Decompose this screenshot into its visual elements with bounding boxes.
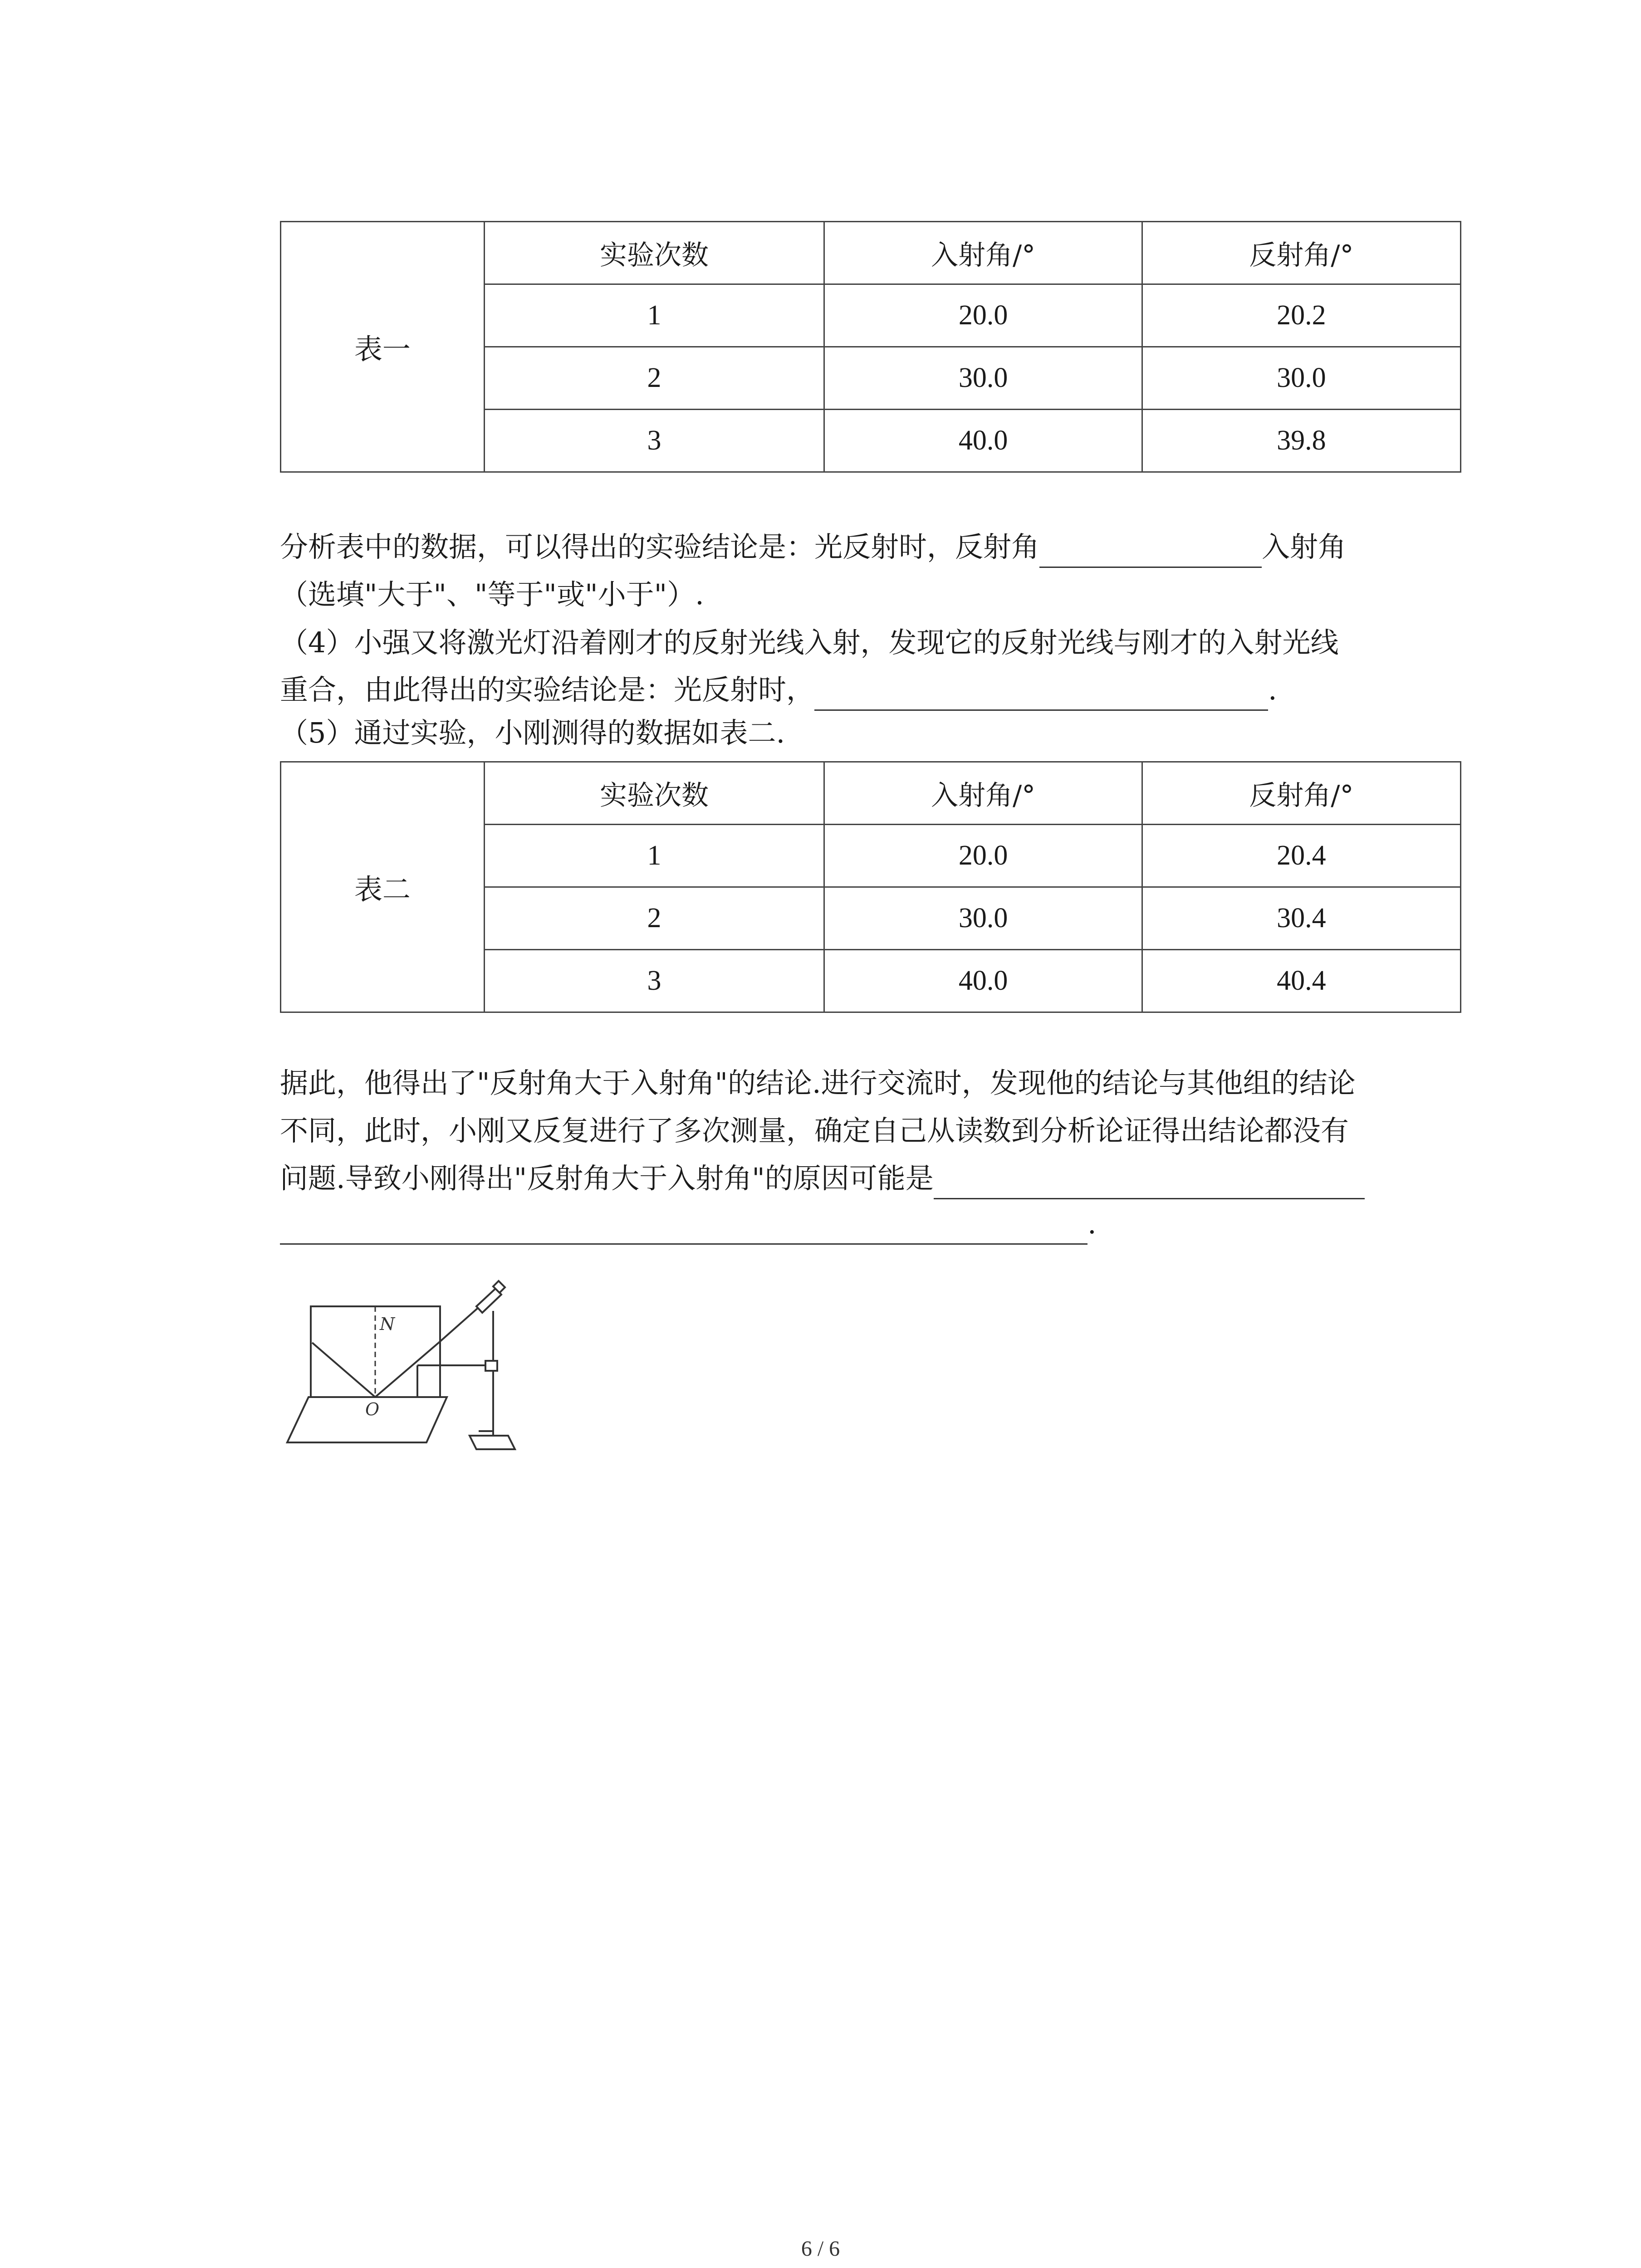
table-row: [281, 222, 1461, 284]
answer-blank[interactable]: [1039, 535, 1262, 568]
table-cell: 30.0: [824, 887, 1142, 950]
table-cell: 2: [484, 887, 824, 950]
question4-text-after: .: [1268, 673, 1277, 706]
answer-blank[interactable]: [280, 1212, 1087, 1245]
normal-label: N: [380, 1314, 395, 1334]
table-cell: 2: [484, 347, 824, 410]
answer-blank[interactable]: [814, 678, 1268, 711]
question3-text: 分析表中的数据，可以得出的实验结论是：光反射时，反射角: [280, 530, 1040, 563]
question3-line2: （选填"大于"、"等于"或"小于"）.: [280, 578, 704, 611]
column-header-incidence-angle: 入射角/°: [824, 762, 1142, 825]
column-header-reflection-angle: 反射角/°: [1142, 222, 1460, 284]
table-cell: 1: [484, 284, 824, 347]
page-number: 6 / 6: [801, 2237, 840, 2261]
table-cell: 20.0: [824, 825, 1142, 887]
stand-base: [470, 1436, 515, 1449]
table-cell: 1: [484, 825, 824, 887]
table-cell: 30.0: [824, 347, 1142, 410]
table-row: [281, 762, 1461, 825]
question5-intro: （5）通过实验，小刚测得的数据如表二.: [280, 716, 785, 749]
incidence-point-label: O: [365, 1399, 380, 1419]
table-cell: 3: [484, 950, 824, 1012]
table-one-label: 表一: [281, 222, 485, 472]
table-cell: 40.4: [1142, 950, 1460, 1012]
conclusion-text: 问题.导致小刚得出"反射角大于入射角"的原因可能是: [280, 1162, 934, 1195]
column-header-trial: 实验次数: [484, 762, 824, 825]
answer-blank[interactable]: [934, 1166, 1365, 1199]
table-cell: 30.0: [1142, 347, 1460, 410]
table-cell: 3: [484, 410, 824, 472]
question3-text-after: 入射角: [1262, 530, 1347, 563]
reflection-experiment-diagram: [279, 1261, 533, 1452]
conclusion-line4: [280, 1203, 1097, 1245]
conclusion-line3: [280, 1158, 1365, 1199]
table-cell: 20.4: [1142, 825, 1460, 887]
question4-line1: （4）小强又将激光灯沿着刚才的反射光线入射，发现它的反射光线与刚才的入射光线: [280, 626, 1339, 659]
question4-line2: [280, 669, 1277, 711]
table-cell: 30.4: [1142, 887, 1460, 950]
laser-beam: [439, 1304, 482, 1343]
table-two-label: 表二: [281, 762, 485, 1012]
table-cell: 40.0: [824, 950, 1142, 1012]
table-cell: 40.0: [824, 410, 1142, 472]
table-cell: 20.0: [824, 284, 1142, 347]
column-header-reflection-angle: 反射角/°: [1142, 762, 1460, 825]
conclusion-period: .: [1087, 1207, 1097, 1240]
table-two: [280, 761, 1461, 1013]
table-cell: 20.2: [1142, 284, 1460, 347]
column-header-incidence-angle: 入射角/°: [824, 222, 1142, 284]
question4-text: 重合，由此得出的实验结论是：光反射时，: [280, 673, 815, 706]
conclusion-line1: 据此，他得出了"反射角大于入射角"的结论.进行交流时，发现他的结论与其他组的结论: [280, 1066, 1356, 1100]
stand-clamp: [485, 1361, 497, 1371]
table-cell: 39.8: [1142, 410, 1460, 472]
question3-line1: [280, 526, 1346, 568]
table-one: [280, 221, 1461, 473]
column-header-trial: 实验次数: [484, 222, 824, 284]
conclusion-line2: 不同，此时，小刚又反复进行了多次测量，确定自己从读数到分析论证得出结论都没有: [280, 1114, 1349, 1147]
